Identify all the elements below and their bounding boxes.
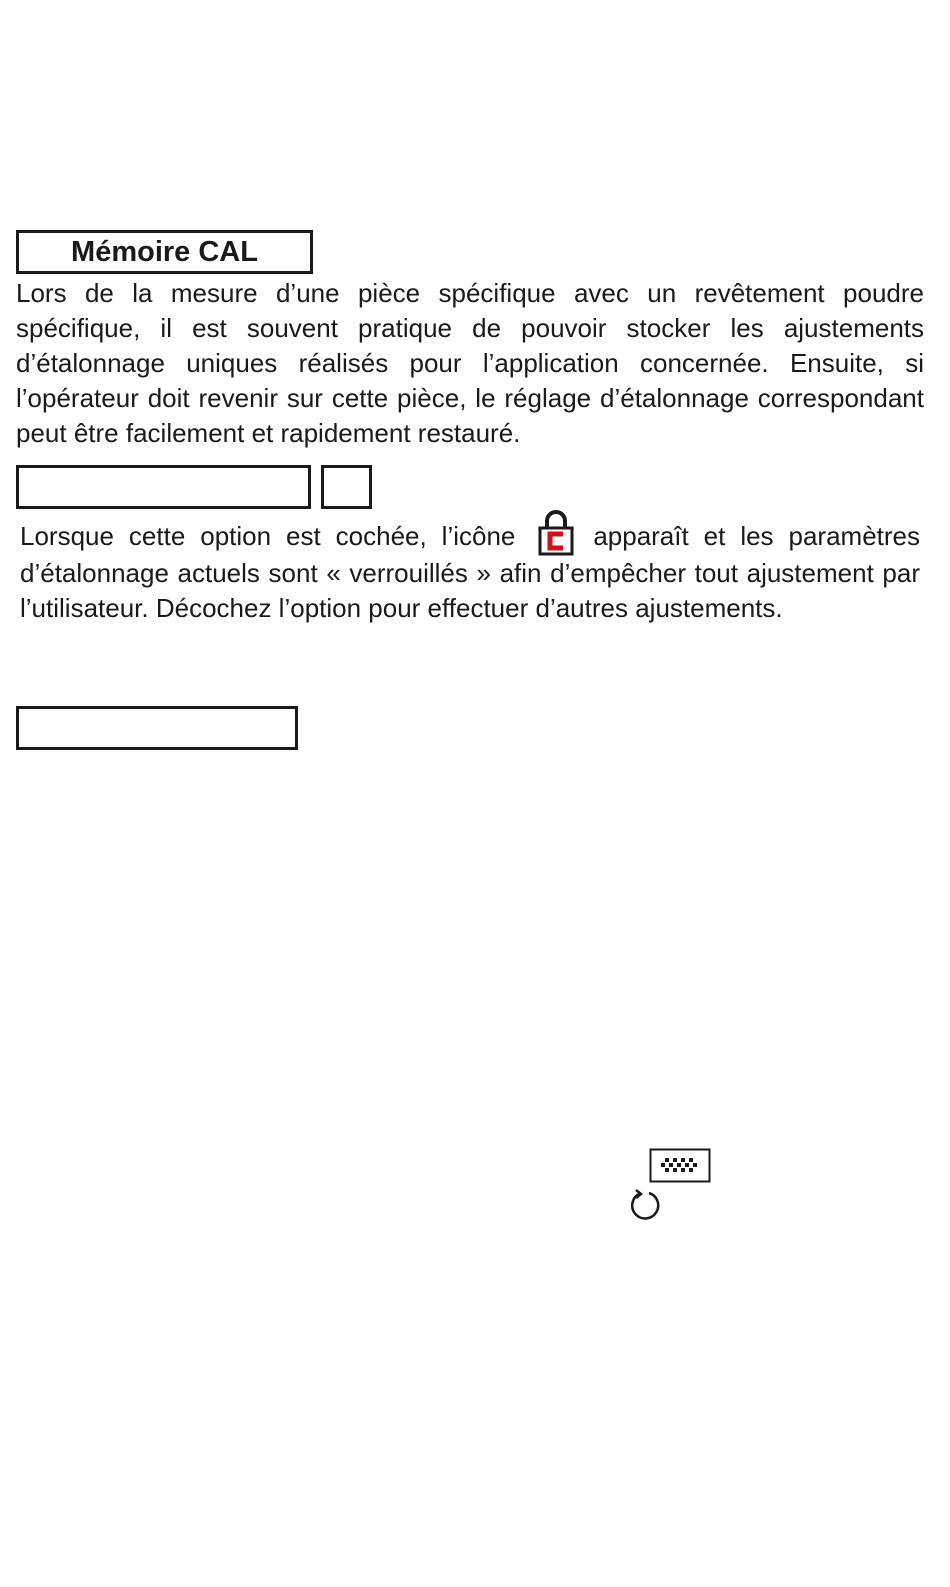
lock-option-checkbox[interactable] bbox=[321, 465, 372, 509]
third-option-menu-item[interactable] bbox=[16, 706, 298, 750]
refresh-icon[interactable] bbox=[627, 1187, 663, 1223]
lock-option-description bbox=[20, 510, 920, 626]
lock-c-icon bbox=[538, 510, 574, 556]
lock-option-menu-item[interactable] bbox=[16, 465, 311, 509]
cal-memory-title: Mémoire CAL bbox=[71, 236, 258, 268]
keyboard-icon[interactable] bbox=[649, 1148, 711, 1183]
lock-text-before: Lorsque cette option est cochée, l’icône bbox=[20, 521, 531, 551]
cal-memory-menu-item[interactable] bbox=[16, 230, 313, 274]
lock-text-after: apparaît et les paramètres d’étalonnage actuels sont « verrouillés » afin d’empêcher tout ajustement par l’utilisateur. Décochez l’option pour effectuer d’autres ajustements. bbox=[20, 521, 921, 623]
cal-memory-description: Lors de la mesure d’une pièce spécifique avec un revêtement poudre spécifique, il est souvent pratique de pouvoir stocker les ajustements d’étalonnage uniques réalisés pour l’application concernée. Ensuite, si l’opérateur doit revenir sur cette pièce, le réglage d’étalonnage correspondant peut être facilement et rapidement restauré. bbox=[16, 278, 924, 448]
